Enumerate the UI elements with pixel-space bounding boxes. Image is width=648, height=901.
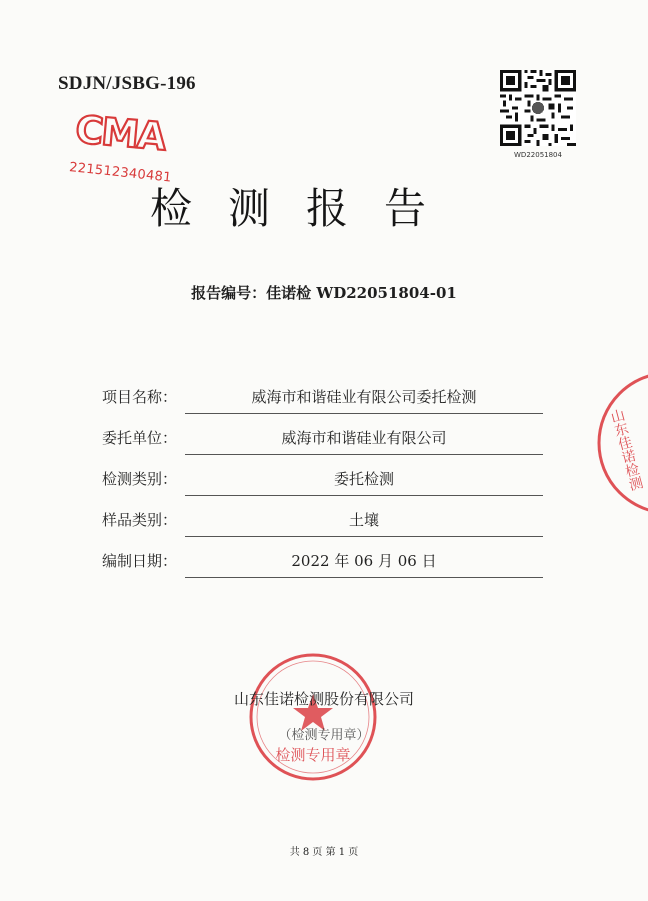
seal-caption: （检测专用章） [278, 728, 370, 743]
field-underline [185, 536, 543, 537]
field-label-client: 委托单位： [102, 429, 178, 447]
field-underline [185, 413, 543, 414]
company-seal [246, 650, 380, 784]
field-value-project: 威海市和谐硅业有限公司委托检测 [251, 388, 477, 406]
seal-stamp-text: 检测专用章 [275, 746, 351, 764]
cma-mark-text: CMA [73, 107, 167, 159]
side-seal-text: 山东佳诺检测 [607, 407, 645, 493]
cma-number: 221512340481 [68, 160, 173, 186]
page-title: 检测报告 [150, 184, 463, 233]
field-label-date: 编制日期： [102, 552, 178, 570]
field-underline [185, 454, 543, 455]
field-underline [185, 577, 543, 578]
issuer-company: 山东佳诺检测股份有限公司 [233, 690, 414, 708]
doc-code: SDJN/JSBG-196 [58, 73, 196, 94]
qr-code [500, 70, 576, 146]
side-seal [594, 368, 648, 518]
field-label-project: 项目名称： [102, 388, 178, 406]
field-value-client: 威海市和谐硅业有限公司 [281, 429, 447, 447]
field-value-test-type: 委托检测 [333, 470, 394, 488]
page-footer: 共 8 页 第 1 页 [289, 847, 359, 858]
qr-caption: WD22051804 [514, 151, 562, 159]
field-label-sample-type: 样品类别： [102, 511, 178, 529]
field-underline [185, 495, 543, 496]
report-number: 报告编号：佳诺检 WD22051804-01 [191, 284, 457, 302]
field-value-date: 2022 年 06 月 06 日 [291, 552, 437, 570]
field-value-sample-type: 土壤 [348, 511, 379, 529]
field-label-test-type: 检测类别： [102, 470, 178, 488]
cma-logo [72, 106, 168, 162]
